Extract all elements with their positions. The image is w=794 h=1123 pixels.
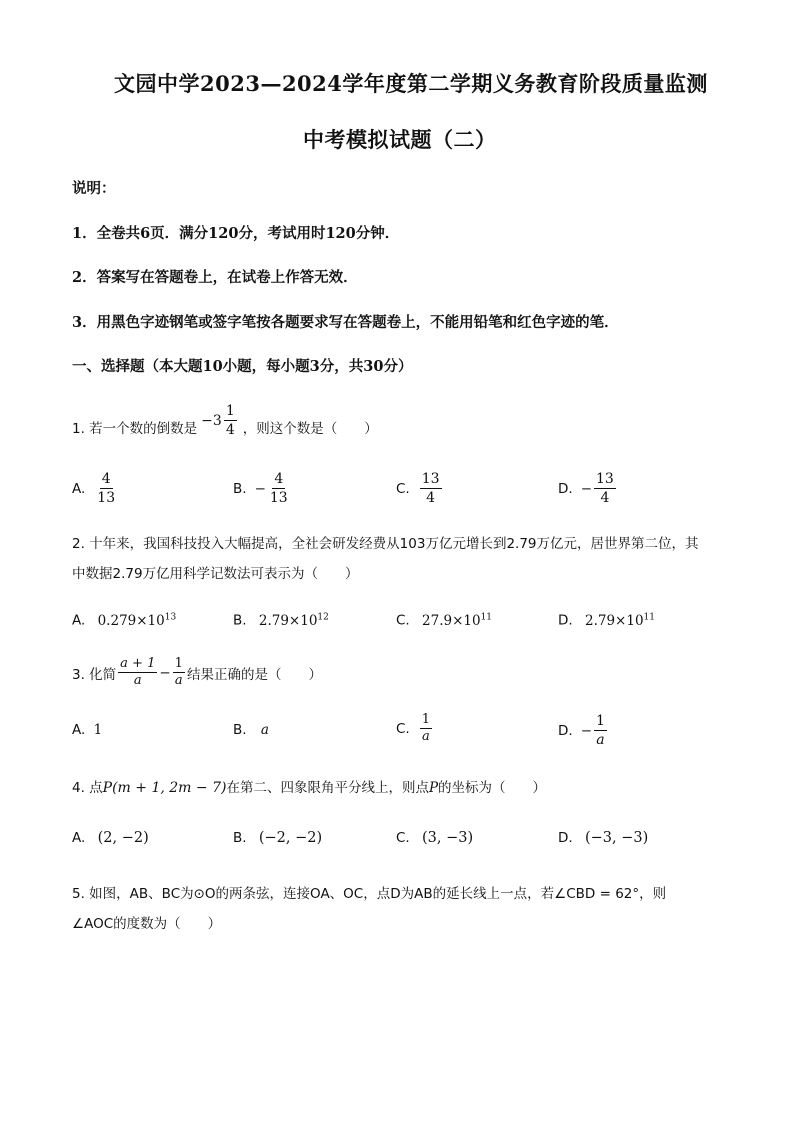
instructions-heading: 说明：: [72, 180, 116, 197]
option-sign: −: [254, 480, 266, 497]
question-3-stem: [72, 656, 322, 689]
q1-option-b[interactable]: [233, 470, 292, 507]
q2-option-c[interactable]: [396, 612, 492, 629]
frac-den: a: [133, 673, 142, 688]
option-letter: C.: [396, 612, 410, 629]
q1-option-d[interactable]: [558, 470, 618, 507]
option-value: a: [260, 722, 269, 738]
exam-title-line1: 文园中学2023—2024学年度第二学期义务教育阶段质量监测: [114, 71, 708, 96]
frac-den: a: [421, 729, 430, 744]
question-1-stem: [72, 402, 378, 439]
frac-den: a: [174, 673, 183, 688]
q3-fraction-1: [118, 656, 157, 689]
option-letter: A.: [72, 722, 86, 738]
sci-base: 2.79×10: [258, 612, 318, 629]
q3-option-c[interactable]: [396, 712, 434, 745]
option-value: [422, 613, 492, 629]
frac-den: 13: [97, 490, 116, 506]
sci-exp: 11: [480, 612, 493, 622]
option-value: (−3, −3): [584, 830, 649, 846]
section-heading: 一、选择题（本大题10小题，每小题3分，共30分）: [72, 358, 413, 375]
option-value: (3, −3): [422, 830, 474, 846]
frac-num: 13: [596, 471, 614, 487]
option-letter: B.: [233, 722, 247, 738]
option-letter: A.: [72, 612, 86, 629]
frac-den: 13: [269, 490, 288, 506]
q3-suffix: 结果正确的是（ ）: [186, 666, 322, 683]
q2-option-b[interactable]: [233, 612, 329, 629]
q4-p: P: [428, 780, 439, 796]
question-5-line1: 5. 如图，AB、BC为⊙O的两条弦，连接OA、OC，点D为AB的延长线上一点，若∠CBD = 62°，则: [72, 886, 667, 902]
q1-fraction: [224, 402, 237, 439]
q2-option-a[interactable]: [72, 612, 176, 629]
option-value: (−2, −2): [258, 830, 323, 846]
q4-option-d[interactable]: [558, 830, 648, 846]
option-fraction: [420, 470, 442, 507]
option-letter: C.: [396, 480, 410, 497]
option-fraction: [594, 470, 616, 507]
option-letter: B.: [233, 612, 247, 629]
sci-base: 2.79×10: [584, 612, 644, 629]
q4-prefix: 4. 点: [72, 780, 103, 796]
option-fraction: [95, 470, 117, 507]
question-4-stem: [72, 776, 546, 796]
q1-prefix: 1. 若一个数的倒数是: [72, 421, 198, 437]
question-2-line1: 2. 十年来，我国科技投入大幅提高，全社会研发经费从103万亿元增长到2.79万亿元，居世界第二位，其: [72, 536, 699, 552]
q4-option-a[interactable]: [72, 830, 149, 846]
sci-exp: 13: [164, 612, 177, 622]
option-sign: −: [580, 480, 592, 497]
option-letter: A.: [72, 480, 86, 497]
option-letter: C.: [396, 830, 410, 846]
q4-suffix: 的坐标为（ ）: [438, 780, 547, 796]
q3-fraction-2: [173, 656, 185, 689]
option-value: [98, 613, 177, 629]
frac-num: 4: [274, 471, 284, 487]
option-fraction: [420, 712, 432, 745]
q1-option-c[interactable]: [396, 470, 444, 507]
frac-num: 1: [421, 712, 430, 727]
q3-prefix: 3. 化简: [72, 666, 117, 683]
option-letter: B.: [233, 830, 247, 846]
option-sign: −: [580, 722, 592, 739]
q3-option-b[interactable]: [233, 722, 269, 738]
option-letter: D.: [558, 722, 573, 739]
option-value: 1: [93, 722, 103, 738]
frac-num: 4: [101, 471, 111, 487]
instruction-item: 3．用黑色字迹钢笔或签字笔按各题要求写在答题卷上，不能用铅笔和红色字迹的笔．: [72, 314, 619, 331]
q1-frac-num: 1: [225, 403, 235, 419]
q3-option-d[interactable]: [558, 712, 609, 749]
frac-den: 4: [426, 490, 436, 506]
instruction-item: 1．全卷共6页．满分120分，考试用时120分钟．: [72, 225, 400, 242]
option-value: [259, 613, 329, 629]
q3-minus: −: [159, 664, 171, 681]
frac-num: 1: [596, 713, 605, 729]
option-letter: D.: [558, 480, 573, 497]
question-5-line2: ∠AOC的度数为（ ）: [72, 916, 222, 932]
q1-option-a[interactable]: [72, 470, 119, 507]
instruction-item: 2．答案写在答题卷上，在试卷上作答无效．: [72, 269, 358, 286]
q3-option-a[interactable]: [72, 722, 102, 738]
frac-den: a: [596, 732, 605, 748]
option-letter: A.: [72, 830, 86, 846]
q1-suffix: ，则这个数是（ ）: [242, 421, 378, 437]
option-letter: D.: [558, 830, 573, 846]
q1-whole: −3: [201, 412, 222, 429]
sci-base: 0.279×10: [97, 612, 165, 629]
q1-frac-den: 4: [225, 422, 235, 438]
option-letter: B.: [233, 480, 247, 497]
frac-num: 13: [421, 471, 440, 487]
option-letter: C.: [396, 720, 410, 737]
option-fraction: [268, 470, 290, 507]
exam-title-line2: 中考模拟试题（二）: [303, 127, 497, 152]
option-value: (2, −2): [97, 830, 149, 846]
frac-num: a + 1: [120, 656, 156, 671]
sci-exp: 12: [317, 612, 329, 622]
frac-num: 1: [174, 656, 183, 671]
q1-mixed-number: [201, 402, 239, 439]
q4-point: P(m + 1, 2m − 7): [102, 780, 227, 796]
option-fraction: [594, 712, 607, 749]
option-value: [585, 613, 655, 629]
question-2-line2: 中数据2.79万亿用科学记数法可表示为（ ）: [72, 566, 359, 582]
option-letter: D.: [558, 612, 573, 629]
q4-option-b[interactable]: [233, 830, 322, 846]
frac-den: 4: [600, 490, 610, 506]
q4-middle: 在第二、四象限角平分线上，则点: [226, 780, 429, 796]
sci-base: 27.9×10: [422, 612, 481, 629]
q2-option-d[interactable]: [558, 612, 655, 629]
sci-exp: 11: [643, 612, 655, 622]
q4-option-c[interactable]: [396, 830, 473, 846]
